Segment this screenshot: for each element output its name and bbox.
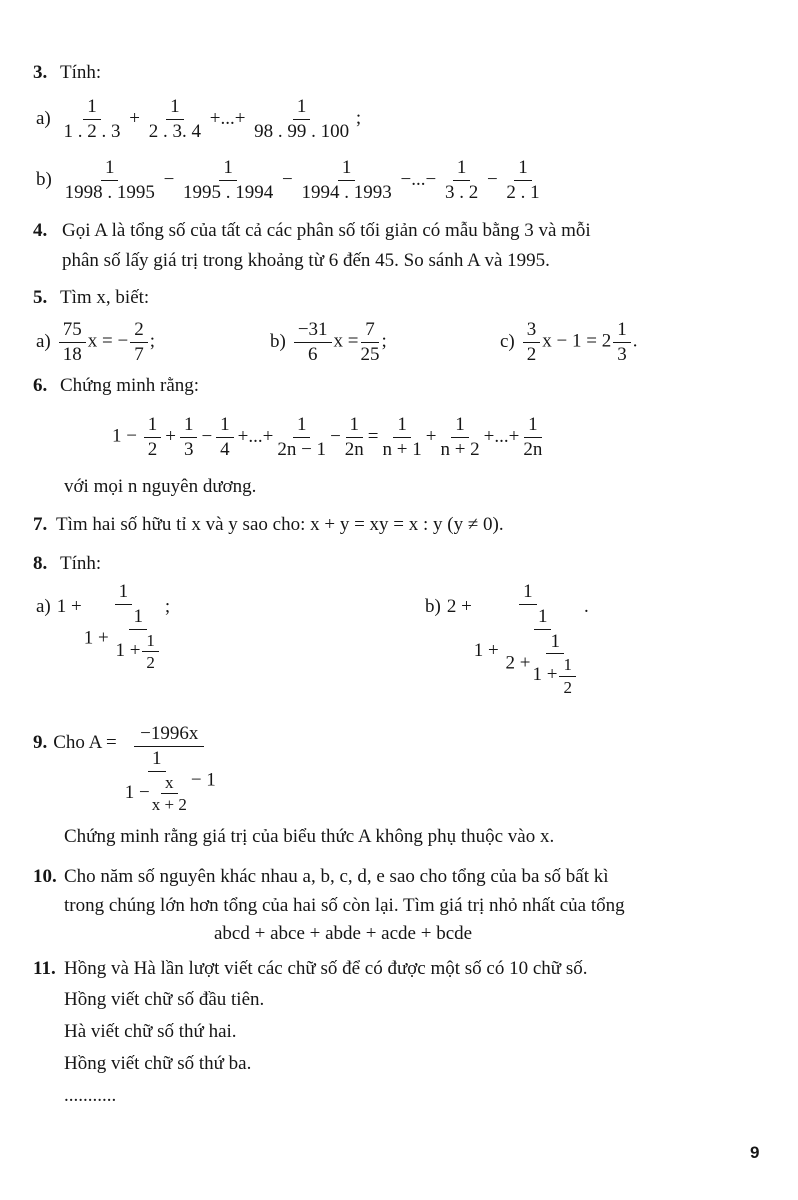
fraction [123,722,216,815]
part-label: a) [36,107,51,129]
problem-5b [270,318,387,367]
numerator: 1 [166,95,184,120]
part-label: b) [270,330,286,352]
denominator: 18 [62,343,82,365]
text-line: Hà viết chữ số thứ hai. [64,1021,237,1042]
operator: +...+ [237,425,274,447]
fraction [152,772,187,816]
fraction [183,156,273,205]
text-line: Tìm hai số hữu tỉ x và y sao cho: x + y = xy = x : y (y ≠ 0). [56,514,504,535]
problem-6-identity [112,413,544,462]
numerator: 7 [361,318,379,343]
part-label: b) [36,168,52,190]
fraction [559,654,576,698]
fraction [125,747,189,815]
punctuation: ; [355,107,362,129]
denominator: x + 2 [151,794,187,814]
fraction [383,413,422,462]
punctuation: ; [381,330,387,352]
part-label: c) [500,330,515,352]
fraction [506,156,539,205]
part-label: b) [425,596,441,617]
fraction [440,413,479,462]
fraction [294,318,332,367]
numerator: 1 [219,156,237,181]
expression: 2 + [505,651,531,673]
numerator: 1 [524,413,542,438]
text-line: Hồng viết chữ số đầu tiên. [64,989,265,1010]
problem-number: 11. [33,958,56,979]
numerator: 1 [514,156,532,181]
text-line: Hồng viết chữ số thứ ba. [64,1053,252,1074]
expression: 1 + [56,596,82,617]
problem-8a [36,580,170,673]
numerator: 1 [148,747,166,772]
denominator [506,630,580,698]
denominator [125,772,189,816]
continued-fraction [84,580,163,673]
denominator: 1995 . 1994 [183,181,274,203]
denominator: n + 1 [382,438,422,460]
part-label: a) [36,330,51,352]
operator: − [330,425,341,447]
numerator: x [161,772,178,794]
numerator: 1 [83,95,101,120]
fraction [361,318,380,367]
denominator: 3 [617,343,627,365]
problem-3b [36,156,542,205]
problem-8b [425,580,589,698]
operator: +...+ [209,107,246,129]
fraction [64,95,121,144]
text-line: Cho năm số nguyên khác nhau a, b, c, d, e sao cho tổng của ba số bất kì [64,866,609,887]
numerator: −31 [294,318,332,343]
denominator [474,605,582,698]
numerator: 2 [130,318,148,343]
fraction [142,630,159,674]
denominator: 3 . 2 [444,181,479,203]
expression: − 1 [190,769,216,791]
denominator: 1994 . 1993 [301,181,392,203]
denominator: 7 [134,343,144,365]
operator: −...− [400,168,437,190]
problem-3a [36,95,361,144]
fraction [345,413,364,462]
denominator: 2 [147,438,158,460]
part-label: a) [36,596,51,617]
text-line: Gọi A là tổng số của tất cả các phân số tối giản có mẫu bằng 3 và mỗi [62,220,591,241]
fraction [180,413,198,462]
expression: 1 + [532,664,558,686]
denominator: 2n − 1 [277,438,327,460]
expression: Cho A = [53,732,117,753]
ellipsis: ........... [64,1085,117,1106]
expression: 1 − [112,425,137,447]
denominator [84,605,163,673]
fraction [523,318,541,367]
fraction [613,318,631,367]
problem-6-condition: với mọi n nguyên dương. [64,476,257,497]
punctuation: . [632,330,638,352]
operator: − [282,168,293,190]
numerator: 1 [559,654,576,676]
operator: + [425,425,437,447]
problem-number: 4. [33,220,48,241]
expression: 1 + [115,639,141,661]
fraction [277,413,326,462]
text-line: trong chúng lớn hơn tổng của hai số còn lại. Tìm giá trị nhỏ nhất của tổng [64,895,625,916]
operator: − [163,168,175,190]
text-line: Hồng và Hà lần lượt viết các chữ số để có được một số có 10 chữ số. [64,958,588,979]
numerator: 1 [338,156,356,181]
problem-title: Tính: [60,553,102,574]
numerator: 1 [546,630,564,655]
problem-10-expression: abcd + abce + abde + acde + bcde [214,923,473,944]
problem-5a [36,318,155,367]
expression: 1 + [473,639,499,661]
problem-title: Chứng minh rằng: [60,375,200,396]
denominator [115,630,160,674]
operator: = [367,425,379,447]
problem-number: 3. [33,62,48,83]
denominator: 1998 . 1995 [64,181,155,203]
numerator: 1 [393,413,411,438]
numerator: 1 [293,95,311,120]
expression: x = [333,330,359,352]
expression: x − 1 = 2 [542,330,612,352]
expression: 2 + [446,596,472,617]
numerator: 1 [613,318,631,343]
fraction [302,156,392,205]
expression: x = − [87,330,129,352]
problem-number: 8. [33,553,48,574]
denominator: 2n [344,438,364,460]
denominator: 4 [220,438,230,460]
numerator: 1 [293,413,311,438]
fraction [445,156,478,205]
operator: + [129,107,140,129]
problem-number: 7. [33,514,48,535]
operator: + [165,425,176,447]
numerator: 1 [115,580,133,605]
numerator: 1 [453,156,471,181]
fraction [216,413,234,462]
numerator: −1996x [134,722,204,747]
numerator: 3 [523,318,541,343]
fraction [149,95,201,144]
operator: − [486,168,498,190]
punctuation: ; [164,596,171,617]
page-number: 9 [750,1143,760,1162]
operator: − [201,425,213,447]
denominator: 2 [526,343,537,365]
problem-title: Tìm x, biết: [60,287,150,308]
fraction [130,318,148,367]
problem-number: 5. [33,287,48,308]
denominator: 6 [307,343,318,365]
denominator: 98 . 99 . 100 [254,120,350,142]
denominator: n + 2 [440,438,480,460]
continued-fraction [474,580,582,698]
operator: +...+ [483,425,520,447]
expression: 1 − [124,781,150,803]
denominator: 2 [146,652,155,672]
expression: 1 + [83,627,109,649]
fraction [59,318,86,367]
problem-9-text: Chứng minh rằng giá trị của biểu thức A không phụ thuộc vào x. [64,826,555,847]
punctuation: . [583,596,589,617]
numerator: 1 [180,413,198,438]
problem-9 [33,722,218,815]
denominator: 3 [183,438,194,460]
fraction [144,413,162,462]
fraction [115,605,160,673]
fraction [254,95,349,144]
denominator: 2 . 3. 4 [148,120,201,142]
numerator: 1 [216,413,234,438]
fraction [65,156,155,205]
denominator: 2n [523,438,543,460]
punctuation: ; [149,330,155,352]
denominator: 2 . 1 [506,181,540,203]
denominator: 1 . 2 . 3 [63,120,121,142]
numerator: 1 [129,605,147,630]
numerator: 75 [59,318,86,343]
denominator: 2 [563,677,572,697]
numerator: 1 [519,580,537,605]
numerator: 1 [534,605,552,630]
problem-title: Tính: [60,62,102,83]
numerator: 1 [101,156,119,181]
problem-number: 6. [33,375,48,396]
numerator: 1 [142,630,159,652]
denominator: 25 [360,343,380,365]
fraction [506,605,580,698]
fraction [532,630,577,698]
numerator: 1 [451,413,469,438]
problem-5c [500,318,637,367]
numerator: 1 [144,413,162,438]
numerator: 1 [346,413,364,438]
text-line: phân số lấy giá trị trong khoảng từ 6 đến 45. So sánh A và 1995. [62,250,550,271]
problem-number: 9. [33,732,48,753]
fraction [523,413,542,462]
denominator [123,747,216,815]
denominator [532,654,577,698]
problem-number: 10. [33,866,57,887]
